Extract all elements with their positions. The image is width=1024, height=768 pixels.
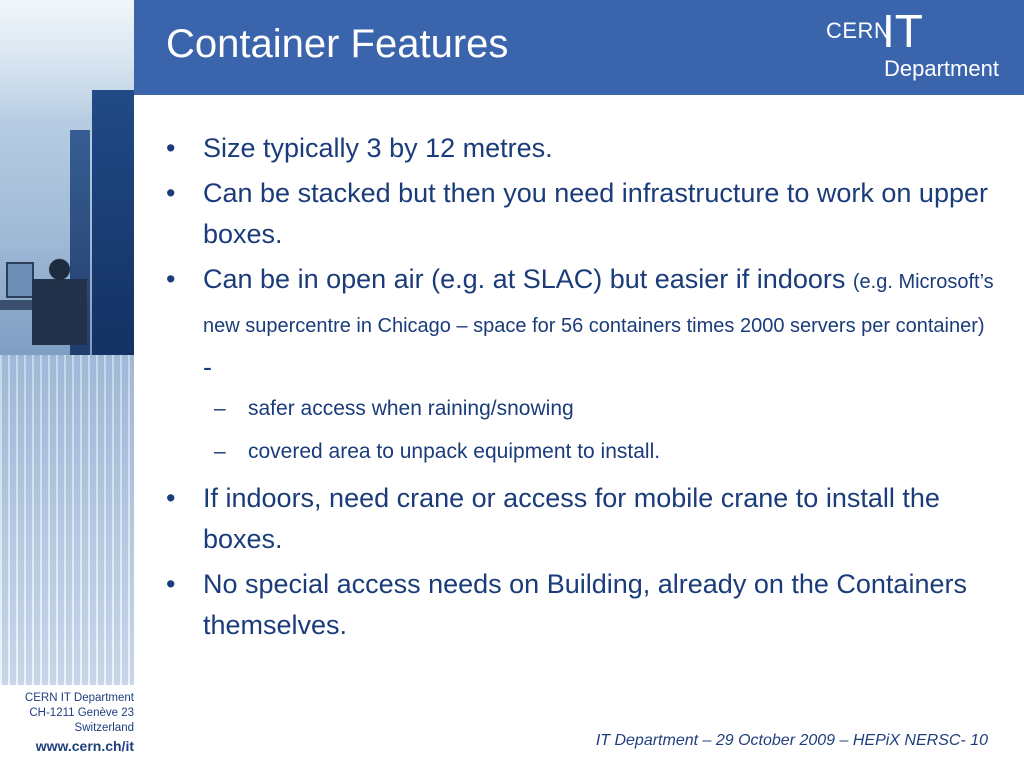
sub-item bbox=[160, 435, 1000, 469]
cern-it-logo bbox=[826, 5, 1016, 90]
slide-footer: IT Department – 29 October 2009 – HEPiX NERSC- 10 bbox=[595, 732, 988, 749]
bullet-text: If indoors, need crane or access for mobile crane to install the boxes. bbox=[203, 483, 940, 554]
raised-floor bbox=[0, 355, 134, 685]
bullet-icon: • bbox=[166, 133, 176, 163]
bullet-item bbox=[160, 173, 1000, 255]
logo-cern-text: CERN bbox=[826, 18, 891, 43]
bullet-item bbox=[160, 564, 1000, 646]
bullet-text: Size typically 3 by 12 metres. bbox=[203, 133, 553, 163]
bullet-icon: • bbox=[166, 178, 176, 208]
bullet-icon: • bbox=[166, 569, 176, 599]
address-line: Switzerland bbox=[74, 722, 134, 734]
bullet-text: No special access needs on Building, already on the Containers themselves. bbox=[203, 569, 967, 640]
bullet-text: Can be stacked but then you need infrastructure to work on upper boxes. bbox=[203, 178, 988, 249]
bullet-list bbox=[160, 128, 1000, 650]
monitor bbox=[6, 262, 34, 298]
sub-text: covered area to unpack equipment to install. bbox=[248, 440, 661, 463]
bullet-tail: - bbox=[203, 352, 212, 382]
sub-text: safer access when raining/snowing bbox=[248, 397, 574, 420]
bullet-item bbox=[160, 259, 1000, 388]
bullet-text: Can be in open air (e.g. at SLAC) but easier if indoors bbox=[203, 264, 846, 294]
bullet-note: (e.g. Microsoft’s new supercentre in Chicago – space for 56 containers times 2000 servers per container) bbox=[203, 271, 994, 337]
bullet-item bbox=[160, 128, 1000, 169]
sub-item bbox=[160, 392, 1000, 426]
logo-it-text: IT bbox=[882, 5, 923, 57]
bullet-icon: • bbox=[166, 264, 176, 294]
website-link[interactable]: www.cern.ch/it bbox=[35, 738, 134, 754]
address-line: CH-1211 Genève 23 bbox=[29, 707, 134, 719]
person-silhouette bbox=[32, 255, 87, 375]
logo-department-text: Department bbox=[884, 56, 999, 81]
dash-icon: – bbox=[214, 397, 226, 420]
slide-title: Container Features bbox=[166, 22, 509, 66]
bullet-icon: • bbox=[166, 483, 176, 513]
data-centre-photo bbox=[0, 0, 134, 685]
address-block bbox=[0, 691, 134, 756]
dash-icon: – bbox=[214, 440, 226, 463]
bullet-item bbox=[160, 478, 1000, 560]
address-line: CERN IT Department bbox=[24, 692, 134, 704]
